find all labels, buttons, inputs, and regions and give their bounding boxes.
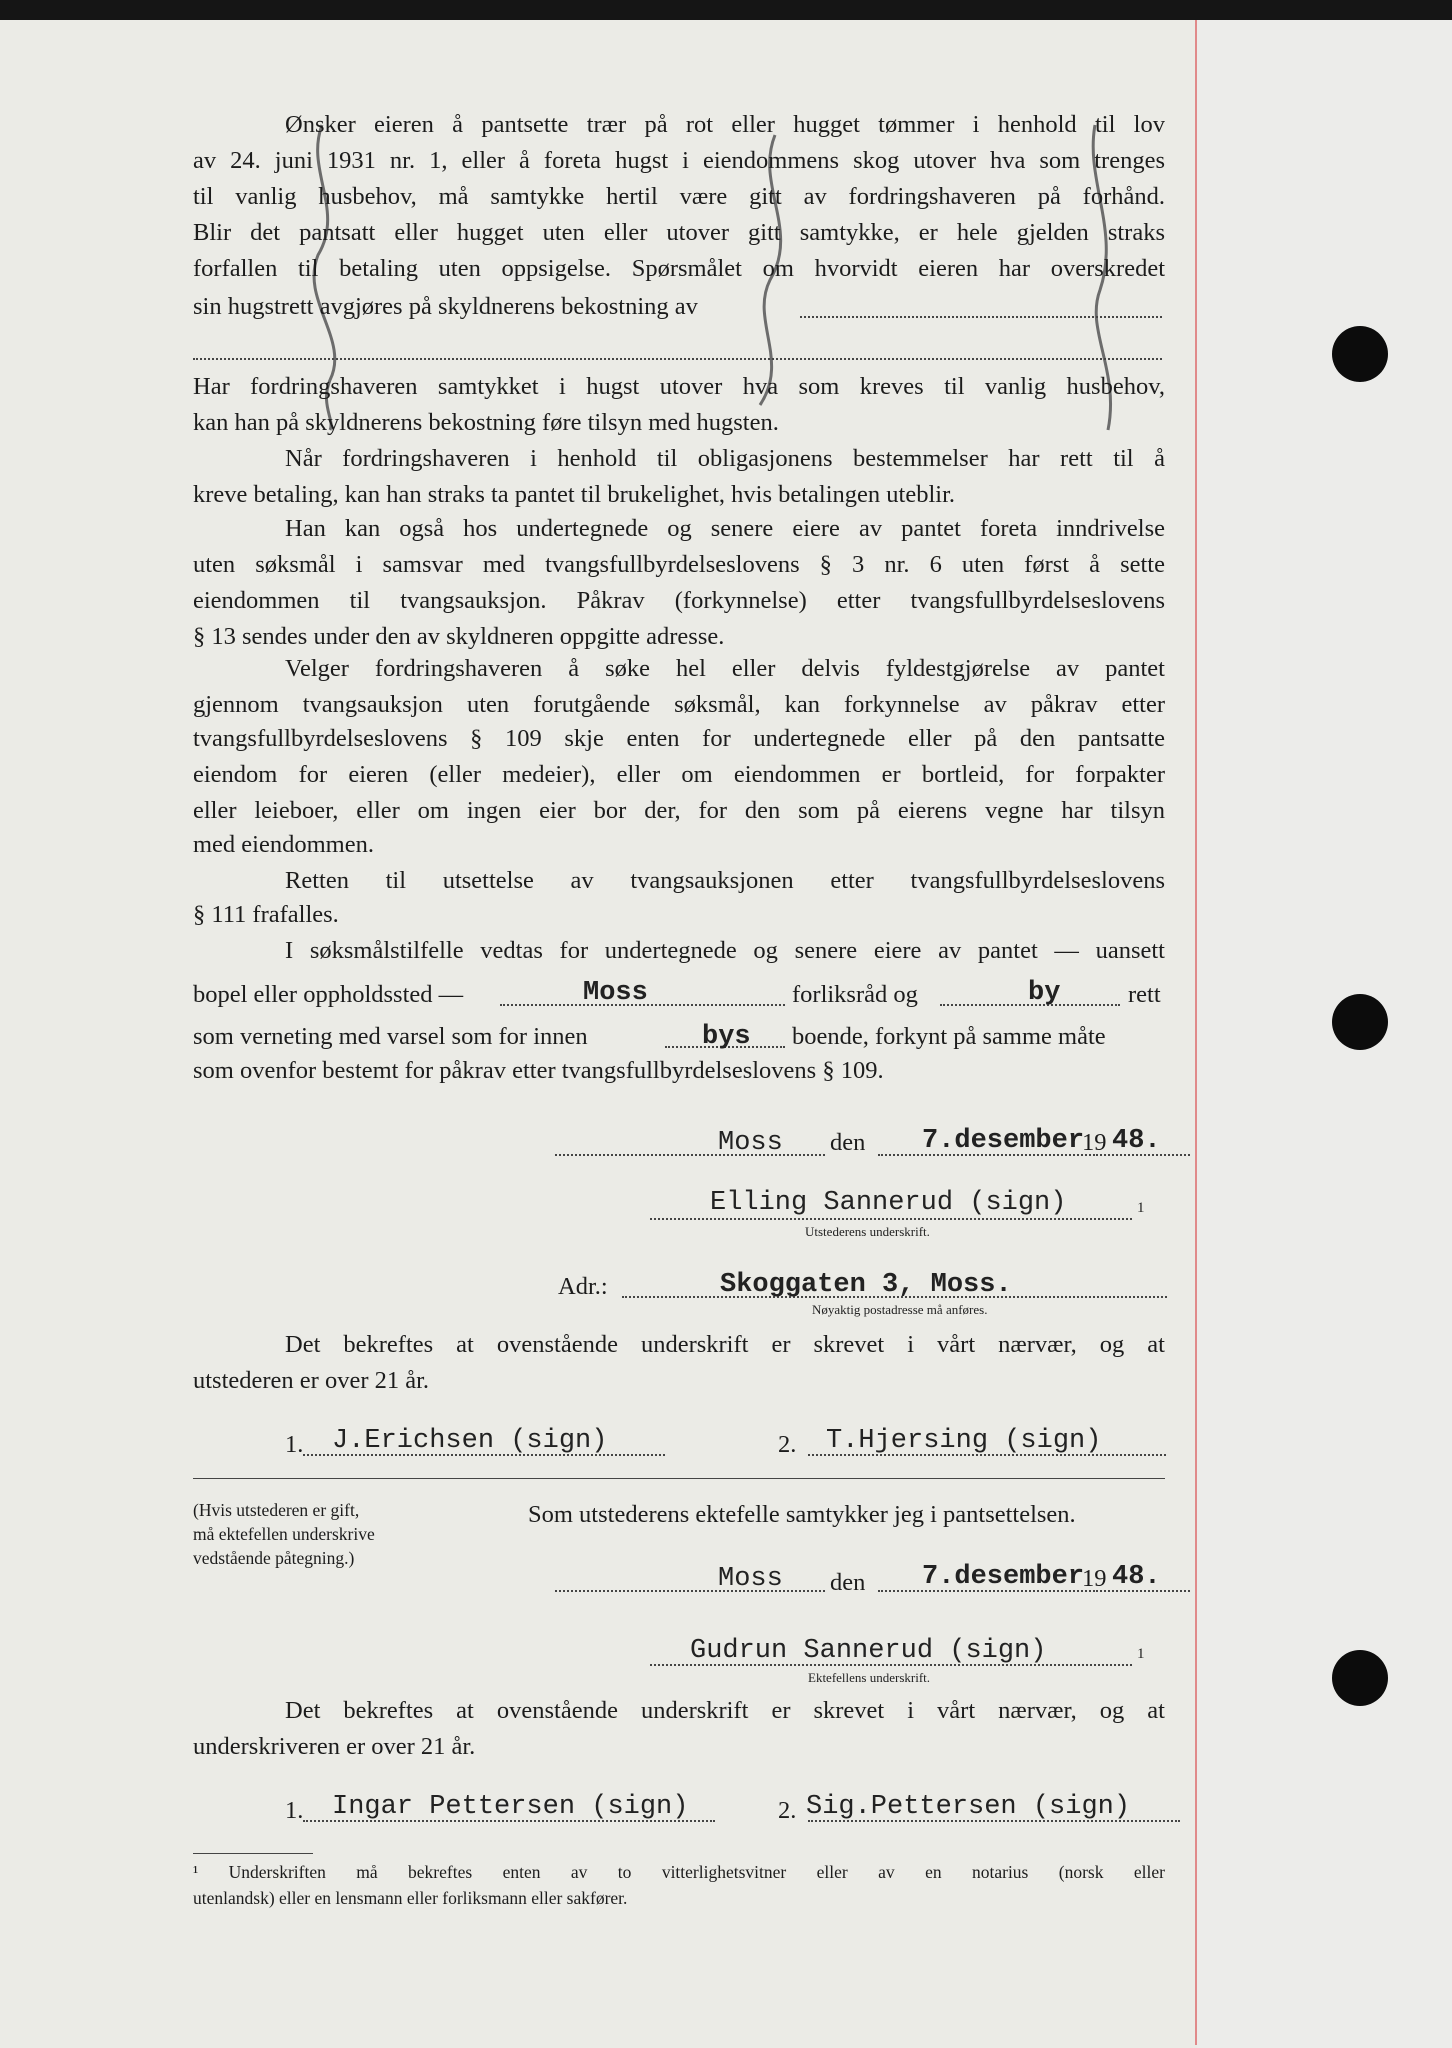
century-label: 19 xyxy=(1082,1129,1107,1156)
spouse-consent: Som utstederens ektefelle samtykker jeg i pantsettelsen. xyxy=(528,1501,1076,1528)
witness-number: 2. xyxy=(778,1797,797,1824)
text-line: rett xyxy=(1128,981,1161,1008)
typed-year: 48. xyxy=(1112,1562,1161,1592)
witness-number: 1. xyxy=(285,1431,304,1458)
typed-place: Moss xyxy=(718,1128,783,1158)
date-label: den xyxy=(830,1569,866,1596)
text-line: Når fordringshaveren i henhold til obligasjonens bestemmelser har rett til å xyxy=(285,445,1165,472)
text-line: som ovenfor bestemt for påkrav etter tvangsfullbyrdelseslovens § 109. xyxy=(193,1057,884,1084)
text-line: Det bekreftes at ovenstående underskrift er skrevet i vårt nærvær, og at xyxy=(285,1331,1165,1358)
text-line: bopel eller oppholdssted — xyxy=(193,981,464,1008)
signature-caption: Utstederens underskrift. xyxy=(805,1224,930,1239)
address-caption: Nøyaktig postadresse må anføres. xyxy=(812,1302,988,1317)
side-note: vedstående påtegning.) xyxy=(193,1548,355,1568)
text-line: Retten til utsettelse av tvangsauksjonen etter tvangsfullbyrdelseslovens xyxy=(285,867,1165,894)
text-line: Har fordringshaveren samtykket i hugst utover hva som kreves til vanlig husbehov, xyxy=(193,373,1165,400)
text-line: kan han på skyldnerens bekostning føre tilsyn med hugsten. xyxy=(193,409,779,436)
section-divider xyxy=(193,1478,1165,1479)
text-line: utstederen er over 21 år. xyxy=(193,1367,430,1394)
text-line: forliksråd og xyxy=(792,981,918,1008)
text-line: av 24. juni 1931 nr. 1, eller å foreta hugst i eiendommens skog utover hva som trenges xyxy=(193,147,1165,174)
typed-address: Skoggaten 3, Moss. xyxy=(720,1270,1012,1300)
side-note: må ektefellen underskrive xyxy=(193,1524,375,1544)
fill-in-line xyxy=(555,1154,825,1156)
text-line: til vanlig husbehov, må samtykke hertil være gitt av fordringshaveren på forhånd. xyxy=(193,183,1165,210)
footnote-marker: 1 xyxy=(1137,1200,1145,1216)
fill-in-line xyxy=(193,358,1162,360)
witness-signature: T.Hjersing (sign) xyxy=(826,1426,1102,1456)
text-line: I søksmålstilfelle vedtas for undertegnede og senere eiere av pantet — uansett xyxy=(285,937,1165,964)
witness-signature: J.Erichsen (sign) xyxy=(332,1426,608,1456)
text-line: eiendom for eieren (eller medeier), eller om eiendommen er bortleid, for forpakter xyxy=(193,761,1165,788)
text-line: tvangsfullbyrdelseslovens § 109 skje enten for undertegnede eller på den pantsatte xyxy=(193,725,1165,752)
typed-date: 7.desember xyxy=(922,1562,1085,1592)
footnote-text: utenlandsk) eller en lensmann eller forliksmann eller sakfører. xyxy=(193,1888,628,1908)
text-line: forfallen til betaling uten oppsigelse. Spørsmålet om hvorvidt eieren har overskredet xyxy=(193,255,1165,282)
text-line: som verneting med varsel som for innen xyxy=(193,1023,588,1050)
text-line: § 111 frafalles. xyxy=(193,901,339,928)
signature-caption: Ektefellens underskrift. xyxy=(808,1670,931,1685)
text-line: eiendommen til tvangsauksjon. Påkrav (forkynnelse) etter tvangsfullbyrdelseslovens xyxy=(193,587,1165,614)
text-line: Blir det pantsatt eller hugget uten eller utover gitt samtykke, er hele gjelden straks xyxy=(193,219,1165,246)
text-line: sin hugstrett avgjøres på skyldnerens bekostning av xyxy=(193,293,698,320)
text-line: kreve betaling, kan han straks ta pantet til brukelighet, hvis betalingen uteblir. xyxy=(193,481,956,508)
text-line: underskriveren er over 21 år. xyxy=(193,1733,476,1760)
footnote-text: ¹ Underskriften må bekreftes enten av to vitterlighetsvitner eller av en notarius (norsk eller xyxy=(193,1862,1165,1882)
text-line: Velger fordringshaveren å søke hel eller delvis fyldestgjørelse av pantet xyxy=(285,655,1165,682)
address-label: Adr.: xyxy=(558,1273,608,1300)
issuer-signature: Elling Sannerud (sign) xyxy=(710,1188,1067,1218)
date-label: den xyxy=(830,1129,866,1156)
text-line: med eiendommen. xyxy=(193,831,374,858)
witness-number: 1. xyxy=(285,1797,304,1824)
text-line: uten søksmål i samsvar med tvangsfullbyrdelseslovens § 3 nr. 6 uten først å sette xyxy=(193,551,1165,578)
witness-signature: Sig.Pettersen (sign) xyxy=(806,1792,1131,1822)
typed-court: by xyxy=(1028,978,1061,1008)
fill-in-line xyxy=(555,1590,825,1592)
fill-in-line xyxy=(800,316,1162,318)
typed-year: 48. xyxy=(1112,1126,1161,1156)
typed-place: Moss xyxy=(583,978,648,1008)
typed-date: 7.desember xyxy=(922,1126,1085,1156)
text-line: Han kan også hos undertegnede og senere eiere av pantet foreta inndrivelse xyxy=(285,515,1165,542)
text-line: boende, forkynt på samme måte xyxy=(792,1023,1106,1050)
typed-place: bys xyxy=(702,1022,751,1052)
text-line: Ønsker eieren å pantsette trær på rot eller hugget tømmer i henhold til lov xyxy=(285,111,1165,138)
typed-place: Moss xyxy=(718,1564,783,1594)
text-line: gjennom tvangsauksjon uten forutgående søksmål, kan forkynnelse av påkrav etter xyxy=(193,691,1165,718)
spouse-signature: Gudrun Sannerud (sign) xyxy=(690,1636,1047,1666)
text-line: § 13 sendes under den av skyldneren oppgitte adresse. xyxy=(193,623,725,650)
side-note: (Hvis utstederen er gift, xyxy=(193,1500,360,1520)
footnote-rule xyxy=(193,1853,313,1854)
text-line: eller leieboer, eller om ingen eier bor der, for den som på eierens vegne har tilsyn xyxy=(193,797,1165,824)
century-label: 19 xyxy=(1082,1565,1107,1592)
witness-number: 2. xyxy=(778,1431,797,1458)
text-line: Det bekreftes at ovenstående underskrift er skrevet i vårt nærvær, og at xyxy=(285,1697,1165,1724)
witness-signature: Ingar Pettersen (sign) xyxy=(332,1792,689,1822)
footnote-marker: 1 xyxy=(1137,1646,1145,1662)
